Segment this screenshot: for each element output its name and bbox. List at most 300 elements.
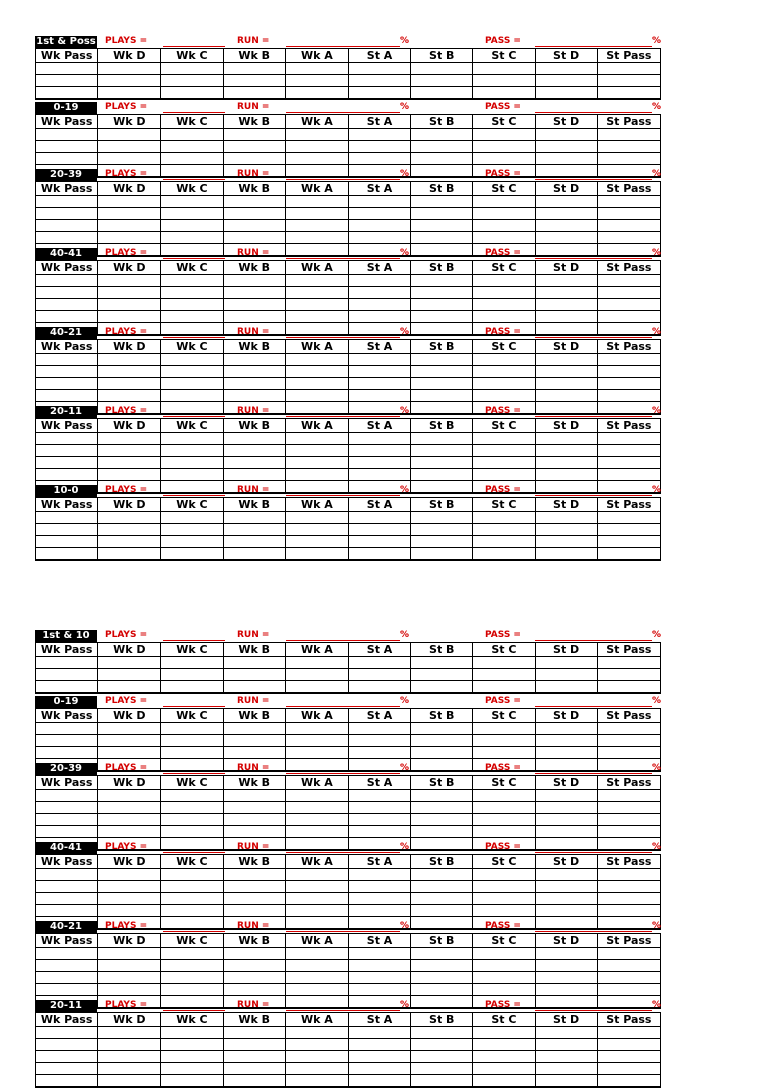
entry-cell-st-d[interactable]: [535, 1051, 597, 1063]
entry-cell-wk-pass[interactable]: [36, 802, 98, 814]
entry-cell-wk-b[interactable]: [223, 524, 285, 536]
entry-cell-st-c[interactable]: [473, 232, 535, 244]
plays-blank[interactable]: [163, 416, 225, 417]
entry-cell-st-a[interactable]: [348, 984, 410, 996]
entry-cell-st-c[interactable]: [473, 512, 535, 524]
entry-cell-st-pass[interactable]: [597, 1063, 660, 1075]
plays-blank[interactable]: [163, 337, 225, 338]
entry-cell-st-pass[interactable]: [597, 984, 660, 996]
entry-cell-st-c[interactable]: [473, 390, 535, 402]
entry-cell-wk-d[interactable]: [98, 220, 161, 232]
entry-cell-st-b[interactable]: [411, 75, 473, 87]
entry-cell-st-a[interactable]: [348, 378, 410, 390]
entry-cell-wk-d[interactable]: [98, 802, 161, 814]
entry-cell-wk-pass[interactable]: [36, 669, 98, 681]
entry-cell-wk-d[interactable]: [98, 524, 161, 536]
entry-cell-wk-c[interactable]: [161, 893, 223, 905]
entry-cell-wk-d[interactable]: [98, 153, 161, 165]
entry-cell-st-pass[interactable]: [597, 681, 660, 694]
entry-cell-wk-pass[interactable]: [36, 814, 98, 826]
entry-cell-wk-d[interactable]: [98, 366, 161, 378]
entry-cell-wk-b[interactable]: [223, 548, 285, 561]
entry-cell-st-pass[interactable]: [597, 469, 660, 481]
entry-cell-wk-b[interactable]: [223, 63, 285, 75]
entry-cell-wk-d[interactable]: [98, 548, 161, 561]
entry-cell-wk-b[interactable]: [223, 445, 285, 457]
entry-cell-st-b[interactable]: [411, 790, 473, 802]
entry-cell-st-c[interactable]: [473, 681, 535, 694]
entry-cell-st-pass[interactable]: [597, 723, 660, 735]
entry-cell-st-d[interactable]: [535, 669, 597, 681]
entry-cell-st-c[interactable]: [473, 893, 535, 905]
entry-cell-st-pass[interactable]: [597, 512, 660, 524]
entry-cell-wk-pass[interactable]: [36, 378, 98, 390]
entry-cell-wk-a[interactable]: [285, 208, 348, 220]
entry-cell-st-b[interactable]: [411, 669, 473, 681]
entry-cell-wk-d[interactable]: [98, 196, 161, 208]
entry-cell-st-pass[interactable]: [597, 141, 660, 153]
plays-blank[interactable]: [163, 773, 225, 774]
entry-cell-st-d[interactable]: [535, 299, 597, 311]
entry-cell-st-c[interactable]: [473, 960, 535, 972]
entry-cell-wk-c[interactable]: [161, 524, 223, 536]
entry-cell-st-d[interactable]: [535, 790, 597, 802]
entry-cell-st-b[interactable]: [411, 972, 473, 984]
plays-blank[interactable]: [163, 706, 225, 707]
entry-cell-wk-c[interactable]: [161, 790, 223, 802]
entry-cell-wk-d[interactable]: [98, 232, 161, 244]
entry-cell-wk-c[interactable]: [161, 960, 223, 972]
entry-cell-wk-b[interactable]: [223, 141, 285, 153]
entry-cell-st-b[interactable]: [411, 366, 473, 378]
entry-cell-wk-b[interactable]: [223, 196, 285, 208]
entry-cell-wk-c[interactable]: [161, 457, 223, 469]
run-blank[interactable]: [286, 337, 400, 338]
entry-cell-wk-b[interactable]: [223, 1039, 285, 1051]
entry-cell-wk-b[interactable]: [223, 457, 285, 469]
entry-cell-wk-pass[interactable]: [36, 1063, 98, 1075]
entry-cell-wk-pass[interactable]: [36, 1027, 98, 1039]
entry-cell-wk-a[interactable]: [285, 1051, 348, 1063]
entry-cell-st-b[interactable]: [411, 196, 473, 208]
entry-cell-st-c[interactable]: [473, 75, 535, 87]
entry-cell-st-a[interactable]: [348, 536, 410, 548]
entry-cell-st-pass[interactable]: [597, 747, 660, 759]
entry-cell-st-c[interactable]: [473, 948, 535, 960]
entry-cell-st-b[interactable]: [411, 1051, 473, 1063]
entry-cell-wk-d[interactable]: [98, 536, 161, 548]
entry-cell-st-c[interactable]: [473, 669, 535, 681]
entry-cell-wk-b[interactable]: [223, 669, 285, 681]
entry-cell-st-c[interactable]: [473, 905, 535, 917]
entry-cell-st-a[interactable]: [348, 669, 410, 681]
entry-cell-wk-b[interactable]: [223, 433, 285, 445]
entry-cell-st-c[interactable]: [473, 63, 535, 75]
entry-cell-st-pass[interactable]: [597, 814, 660, 826]
entry-cell-st-d[interactable]: [535, 735, 597, 747]
entry-cell-wk-b[interactable]: [223, 536, 285, 548]
entry-cell-st-b[interactable]: [411, 524, 473, 536]
entry-cell-wk-pass[interactable]: [36, 220, 98, 232]
pass-blank[interactable]: [535, 179, 652, 180]
entry-cell-wk-b[interactable]: [223, 87, 285, 100]
run-blank[interactable]: [286, 931, 400, 932]
entry-cell-st-b[interactable]: [411, 457, 473, 469]
entry-cell-st-b[interactable]: [411, 63, 473, 75]
entry-cell-st-a[interactable]: [348, 87, 410, 100]
entry-cell-st-a[interactable]: [348, 63, 410, 75]
entry-cell-st-pass[interactable]: [597, 826, 660, 838]
pass-blank[interactable]: [535, 773, 652, 774]
entry-cell-wk-a[interactable]: [285, 378, 348, 390]
entry-cell-st-b[interactable]: [411, 354, 473, 366]
entry-cell-st-a[interactable]: [348, 735, 410, 747]
entry-cell-wk-a[interactable]: [285, 354, 348, 366]
entry-cell-st-b[interactable]: [411, 735, 473, 747]
entry-cell-st-c[interactable]: [473, 1075, 535, 1088]
entry-cell-wk-c[interactable]: [161, 1039, 223, 1051]
entry-cell-st-b[interactable]: [411, 893, 473, 905]
entry-cell-wk-b[interactable]: [223, 735, 285, 747]
entry-cell-st-pass[interactable]: [597, 220, 660, 232]
entry-cell-wk-d[interactable]: [98, 1039, 161, 1051]
entry-cell-wk-d[interactable]: [98, 1051, 161, 1063]
entry-cell-wk-d[interactable]: [98, 814, 161, 826]
entry-cell-wk-b[interactable]: [223, 129, 285, 141]
entry-cell-st-a[interactable]: [348, 75, 410, 87]
entry-cell-wk-b[interactable]: [223, 208, 285, 220]
entry-cell-wk-b[interactable]: [223, 1063, 285, 1075]
entry-cell-st-b[interactable]: [411, 948, 473, 960]
entry-cell-st-d[interactable]: [535, 548, 597, 561]
entry-cell-wk-a[interactable]: [285, 723, 348, 735]
entry-cell-wk-d[interactable]: [98, 972, 161, 984]
entry-cell-wk-d[interactable]: [98, 390, 161, 402]
entry-cell-st-d[interactable]: [535, 972, 597, 984]
entry-cell-wk-a[interactable]: [285, 512, 348, 524]
entry-cell-wk-pass[interactable]: [36, 311, 98, 323]
entry-cell-wk-c[interactable]: [161, 984, 223, 996]
entry-cell-wk-pass[interactable]: [36, 723, 98, 735]
plays-blank[interactable]: [163, 495, 225, 496]
entry-cell-st-b[interactable]: [411, 390, 473, 402]
entry-cell-wk-c[interactable]: [161, 735, 223, 747]
entry-cell-st-c[interactable]: [473, 311, 535, 323]
entry-cell-st-b[interactable]: [411, 681, 473, 694]
entry-cell-wk-d[interactable]: [98, 1063, 161, 1075]
entry-cell-st-pass[interactable]: [597, 1051, 660, 1063]
entry-cell-wk-pass[interactable]: [36, 960, 98, 972]
entry-cell-st-d[interactable]: [535, 275, 597, 287]
entry-cell-wk-a[interactable]: [285, 287, 348, 299]
entry-cell-st-pass[interactable]: [597, 735, 660, 747]
entry-cell-wk-c[interactable]: [161, 802, 223, 814]
entry-cell-wk-c[interactable]: [161, 220, 223, 232]
entry-cell-wk-pass[interactable]: [36, 75, 98, 87]
entry-cell-st-d[interactable]: [535, 881, 597, 893]
entry-cell-st-b[interactable]: [411, 869, 473, 881]
entry-cell-wk-d[interactable]: [98, 657, 161, 669]
entry-cell-st-a[interactable]: [348, 869, 410, 881]
entry-cell-st-pass[interactable]: [597, 196, 660, 208]
entry-cell-st-d[interactable]: [535, 814, 597, 826]
entry-cell-wk-c[interactable]: [161, 129, 223, 141]
entry-cell-st-d[interactable]: [535, 366, 597, 378]
entry-cell-st-c[interactable]: [473, 287, 535, 299]
entry-cell-wk-pass[interactable]: [36, 469, 98, 481]
entry-cell-wk-d[interactable]: [98, 141, 161, 153]
entry-cell-wk-pass[interactable]: [36, 354, 98, 366]
entry-cell-st-c[interactable]: [473, 275, 535, 287]
entry-cell-wk-b[interactable]: [223, 311, 285, 323]
entry-cell-st-c[interactable]: [473, 378, 535, 390]
run-blank[interactable]: [286, 706, 400, 707]
pass-blank[interactable]: [535, 931, 652, 932]
entry-cell-wk-c[interactable]: [161, 141, 223, 153]
pass-blank[interactable]: [535, 495, 652, 496]
entry-cell-st-b[interactable]: [411, 311, 473, 323]
entry-cell-st-d[interactable]: [535, 524, 597, 536]
entry-cell-wk-b[interactable]: [223, 790, 285, 802]
entry-cell-wk-pass[interactable]: [36, 208, 98, 220]
entry-cell-wk-pass[interactable]: [36, 153, 98, 165]
entry-cell-st-pass[interactable]: [597, 948, 660, 960]
entry-cell-st-a[interactable]: [348, 723, 410, 735]
entry-cell-wk-a[interactable]: [285, 1063, 348, 1075]
entry-cell-wk-pass[interactable]: [36, 657, 98, 669]
entry-cell-wk-d[interactable]: [98, 208, 161, 220]
entry-cell-wk-pass[interactable]: [36, 681, 98, 694]
entry-cell-st-pass[interactable]: [597, 390, 660, 402]
entry-cell-wk-d[interactable]: [98, 287, 161, 299]
entry-cell-wk-c[interactable]: [161, 681, 223, 694]
entry-cell-wk-a[interactable]: [285, 747, 348, 759]
entry-cell-wk-c[interactable]: [161, 536, 223, 548]
entry-cell-st-c[interactable]: [473, 984, 535, 996]
entry-cell-st-d[interactable]: [535, 354, 597, 366]
entry-cell-wk-c[interactable]: [161, 366, 223, 378]
entry-cell-wk-a[interactable]: [285, 814, 348, 826]
entry-cell-wk-c[interactable]: [161, 1075, 223, 1088]
entry-cell-st-c[interactable]: [473, 524, 535, 536]
entry-cell-wk-c[interactable]: [161, 723, 223, 735]
entry-cell-wk-c[interactable]: [161, 469, 223, 481]
entry-cell-wk-b[interactable]: [223, 747, 285, 759]
entry-cell-wk-pass[interactable]: [36, 512, 98, 524]
entry-cell-wk-d[interactable]: [98, 457, 161, 469]
entry-cell-wk-b[interactable]: [223, 972, 285, 984]
entry-cell-wk-c[interactable]: [161, 378, 223, 390]
entry-cell-st-b[interactable]: [411, 469, 473, 481]
entry-cell-wk-c[interactable]: [161, 63, 223, 75]
entry-cell-st-d[interactable]: [535, 390, 597, 402]
entry-cell-st-pass[interactable]: [597, 129, 660, 141]
entry-cell-wk-a[interactable]: [285, 972, 348, 984]
entry-cell-st-d[interactable]: [535, 1027, 597, 1039]
entry-cell-st-c[interactable]: [473, 354, 535, 366]
entry-cell-wk-a[interactable]: [285, 457, 348, 469]
entry-cell-wk-d[interactable]: [98, 275, 161, 287]
entry-cell-st-pass[interactable]: [597, 524, 660, 536]
entry-cell-st-c[interactable]: [473, 220, 535, 232]
entry-cell-st-d[interactable]: [535, 445, 597, 457]
entry-cell-wk-d[interactable]: [98, 512, 161, 524]
entry-cell-wk-a[interactable]: [285, 984, 348, 996]
entry-cell-wk-d[interactable]: [98, 63, 161, 75]
entry-cell-st-d[interactable]: [535, 723, 597, 735]
entry-cell-st-a[interactable]: [348, 390, 410, 402]
entry-cell-st-b[interactable]: [411, 275, 473, 287]
entry-cell-wk-pass[interactable]: [36, 275, 98, 287]
plays-blank[interactable]: [163, 258, 225, 259]
run-blank[interactable]: [286, 852, 400, 853]
entry-cell-st-c[interactable]: [473, 972, 535, 984]
entry-cell-wk-c[interactable]: [161, 905, 223, 917]
entry-cell-wk-d[interactable]: [98, 723, 161, 735]
entry-cell-st-b[interactable]: [411, 232, 473, 244]
entry-cell-st-d[interactable]: [535, 657, 597, 669]
entry-cell-st-d[interactable]: [535, 208, 597, 220]
entry-cell-st-a[interactable]: [348, 747, 410, 759]
entry-cell-wk-pass[interactable]: [36, 457, 98, 469]
entry-cell-st-a[interactable]: [348, 905, 410, 917]
entry-cell-st-a[interactable]: [348, 208, 410, 220]
entry-cell-wk-a[interactable]: [285, 275, 348, 287]
entry-cell-st-d[interactable]: [535, 287, 597, 299]
entry-cell-wk-d[interactable]: [98, 354, 161, 366]
entry-cell-st-pass[interactable]: [597, 548, 660, 561]
entry-cell-st-c[interactable]: [473, 153, 535, 165]
entry-cell-wk-d[interactable]: [98, 893, 161, 905]
entry-cell-st-c[interactable]: [473, 208, 535, 220]
entry-cell-st-pass[interactable]: [597, 536, 660, 548]
entry-cell-st-c[interactable]: [473, 802, 535, 814]
entry-cell-wk-a[interactable]: [285, 366, 348, 378]
entry-cell-wk-a[interactable]: [285, 311, 348, 323]
entry-cell-st-d[interactable]: [535, 1075, 597, 1088]
entry-cell-st-c[interactable]: [473, 1063, 535, 1075]
pass-blank[interactable]: [535, 852, 652, 853]
entry-cell-wk-c[interactable]: [161, 75, 223, 87]
entry-cell-st-pass[interactable]: [597, 366, 660, 378]
entry-cell-st-pass[interactable]: [597, 905, 660, 917]
entry-cell-wk-pass[interactable]: [36, 1051, 98, 1063]
entry-cell-wk-d[interactable]: [98, 681, 161, 694]
entry-cell-st-d[interactable]: [535, 802, 597, 814]
entry-cell-st-pass[interactable]: [597, 960, 660, 972]
entry-cell-st-a[interactable]: [348, 1075, 410, 1088]
entry-cell-st-c[interactable]: [473, 1051, 535, 1063]
pass-blank[interactable]: [535, 640, 652, 641]
entry-cell-wk-a[interactable]: [285, 390, 348, 402]
run-blank[interactable]: [286, 258, 400, 259]
entry-cell-wk-b[interactable]: [223, 390, 285, 402]
entry-cell-st-a[interactable]: [348, 826, 410, 838]
entry-cell-st-c[interactable]: [473, 735, 535, 747]
entry-cell-wk-a[interactable]: [285, 548, 348, 561]
entry-cell-wk-a[interactable]: [285, 893, 348, 905]
entry-cell-st-a[interactable]: [348, 548, 410, 561]
entry-cell-st-b[interactable]: [411, 512, 473, 524]
entry-cell-wk-d[interactable]: [98, 869, 161, 881]
plays-blank[interactable]: [163, 852, 225, 853]
entry-cell-st-a[interactable]: [348, 129, 410, 141]
entry-cell-st-b[interactable]: [411, 657, 473, 669]
entry-cell-wk-b[interactable]: [223, 1027, 285, 1039]
entry-cell-wk-c[interactable]: [161, 445, 223, 457]
entry-cell-st-b[interactable]: [411, 905, 473, 917]
entry-cell-st-a[interactable]: [348, 814, 410, 826]
entry-cell-wk-pass[interactable]: [36, 869, 98, 881]
entry-cell-wk-b[interactable]: [223, 1051, 285, 1063]
entry-cell-wk-a[interactable]: [285, 196, 348, 208]
entry-cell-st-c[interactable]: [473, 366, 535, 378]
entry-cell-st-c[interactable]: [473, 747, 535, 759]
entry-cell-wk-pass[interactable]: [36, 63, 98, 75]
entry-cell-wk-c[interactable]: [161, 275, 223, 287]
entry-cell-wk-pass[interactable]: [36, 893, 98, 905]
pass-blank[interactable]: [535, 416, 652, 417]
entry-cell-wk-a[interactable]: [285, 220, 348, 232]
entry-cell-wk-a[interactable]: [285, 1027, 348, 1039]
entry-cell-wk-c[interactable]: [161, 948, 223, 960]
entry-cell-st-b[interactable]: [411, 881, 473, 893]
entry-cell-wk-c[interactable]: [161, 433, 223, 445]
entry-cell-st-a[interactable]: [348, 196, 410, 208]
plays-blank[interactable]: [163, 640, 225, 641]
entry-cell-st-a[interactable]: [348, 469, 410, 481]
entry-cell-wk-a[interactable]: [285, 141, 348, 153]
entry-cell-wk-d[interactable]: [98, 881, 161, 893]
entry-cell-st-d[interactable]: [535, 536, 597, 548]
plays-blank[interactable]: [163, 112, 225, 113]
entry-cell-wk-d[interactable]: [98, 669, 161, 681]
entry-cell-wk-a[interactable]: [285, 469, 348, 481]
entry-cell-wk-b[interactable]: [223, 893, 285, 905]
entry-cell-st-pass[interactable]: [597, 75, 660, 87]
entry-cell-st-d[interactable]: [535, 378, 597, 390]
entry-cell-st-b[interactable]: [411, 960, 473, 972]
entry-cell-st-b[interactable]: [411, 433, 473, 445]
entry-cell-st-c[interactable]: [473, 457, 535, 469]
entry-cell-st-a[interactable]: [348, 893, 410, 905]
entry-cell-st-pass[interactable]: [597, 287, 660, 299]
entry-cell-wk-b[interactable]: [223, 960, 285, 972]
entry-cell-wk-c[interactable]: [161, 87, 223, 100]
entry-cell-st-d[interactable]: [535, 141, 597, 153]
entry-cell-wk-c[interactable]: [161, 153, 223, 165]
entry-cell-wk-b[interactable]: [223, 232, 285, 244]
entry-cell-st-d[interactable]: [535, 87, 597, 100]
entry-cell-st-b[interactable]: [411, 723, 473, 735]
entry-cell-st-pass[interactable]: [597, 445, 660, 457]
entry-cell-wk-d[interactable]: [98, 790, 161, 802]
entry-cell-st-a[interactable]: [348, 311, 410, 323]
entry-cell-st-pass[interactable]: [597, 433, 660, 445]
entry-cell-wk-c[interactable]: [161, 1063, 223, 1075]
entry-cell-st-d[interactable]: [535, 433, 597, 445]
entry-cell-st-pass[interactable]: [597, 972, 660, 984]
entry-cell-st-a[interactable]: [348, 141, 410, 153]
entry-cell-st-a[interactable]: [348, 881, 410, 893]
entry-cell-st-pass[interactable]: [597, 893, 660, 905]
entry-cell-st-d[interactable]: [535, 153, 597, 165]
entry-cell-st-pass[interactable]: [597, 1075, 660, 1088]
entry-cell-st-a[interactable]: [348, 445, 410, 457]
entry-cell-wk-pass[interactable]: [36, 433, 98, 445]
entry-cell-wk-a[interactable]: [285, 536, 348, 548]
entry-cell-wk-b[interactable]: [223, 948, 285, 960]
